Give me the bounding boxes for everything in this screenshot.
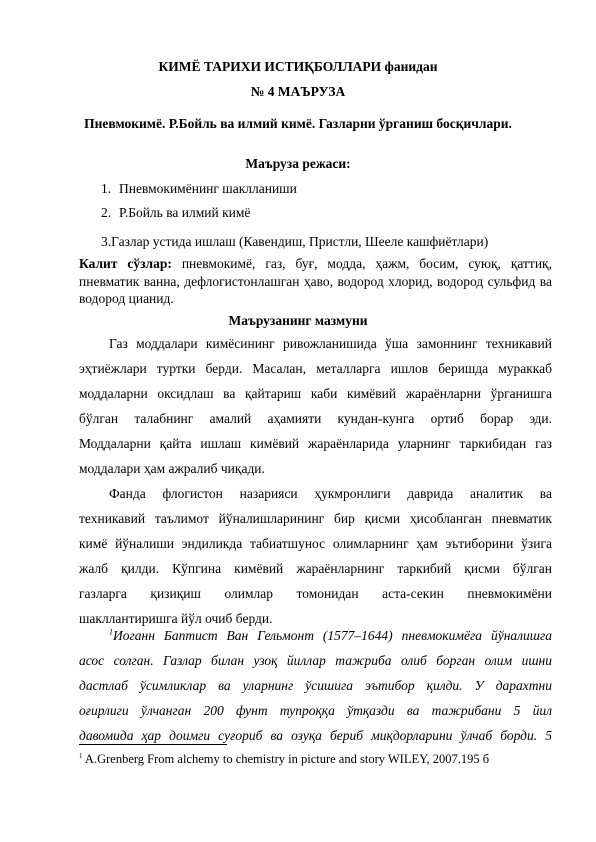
keywords-text: пневмокимё, газ, буғ, модда, ҳажм, босим, суюқ, қаттиқ, пневматик ванна, дефлогистонлашган ҳаво, водород хлорид, водород сульфид ва водород цианид.: [79, 256, 552, 306]
content-title: Маърузанинг мазмуни: [228, 313, 368, 328]
text-line: шакллантиришга йўл очиб берди.: [79, 611, 273, 626]
plan-item: [101, 181, 297, 197]
footnote-reference: 1: [109, 627, 113, 637]
plan-item-number: 2.: [101, 205, 112, 220]
plan-title: Маъруза режаси:: [245, 156, 351, 171]
text-line: Моддаларни қайта ишлаш кимёвий жараёнларида уларнинг таркибидан газ: [79, 436, 552, 451]
footnote-text: A.Grenberg From alchemy to chemistry in picture and story WILEY, 2007.195 б: [82, 752, 490, 766]
plan-item-text: Р.Бойль ва илмий кимё: [119, 205, 251, 220]
text-line: [109, 628, 552, 648]
text-line: давомида ҳар доимги суғориб ва озуқа бериб миқдорларини ўлчаб борди. 5: [79, 728, 552, 743]
text-line: Фанда флогистон назарияси ҳукмронлиги даврида аналитик ва: [109, 486, 552, 501]
keywords-paragraph: [79, 255, 552, 308]
lecture-number: № 4 МАЪРУЗА: [250, 84, 346, 99]
text-line: бўлган талабнинг амалий аҳамияти кундан-кунга ортиб борар эди.: [79, 411, 552, 426]
plan-item-text: Пневмокимёнинг шаклланиши: [119, 181, 297, 196]
keywords-label: Калит сўзлар:: [79, 256, 172, 271]
plan-item: [101, 234, 488, 250]
text-line: дастлаб ўсимликлар ва уларнинг ўсишига эътибор қилди. У дарахтни: [79, 678, 552, 693]
text-line: моддаларни оксидлаш ва қайтариш каби кимёвий жараёнларни ўрганишга: [79, 386, 552, 401]
text-line: Газ моддалари кимёсининг ривожланишида ўша замоннинг техникавий: [109, 336, 552, 351]
footnote-marker: 1: [79, 751, 83, 760]
text-line: асос солган. Газлар билан узоқ йиллар тажриба олиб борган олим ишни: [79, 653, 552, 668]
text-line: моддалари ҳам ажралиб чиқади.: [79, 461, 265, 476]
lecture-topic: Пневмокимё. Р.Бойль ва илмий кимё. Газларни ўрганиш босқичлари.: [84, 116, 512, 131]
text-line: кимё йўналиши эндиликда табиатшунос олимларнинг ҳам эътиборини ўзига: [79, 536, 552, 551]
text-line: жалб қилди. Кўпгина кимёвий жараёнларнинг таркибий қисми бўлган: [79, 561, 552, 576]
text-line: газларга қизиқиш олимлар томонидан аста-секин пневмокимёни: [79, 586, 552, 601]
footnote: [79, 752, 489, 767]
plan-item-text: 3.Газлар устида ишлаш (Кавендиш, Пристли, Шееле кашфиётлари): [101, 234, 489, 249]
course-title: КИМЁ ТАРИХИ ИСТИҚБОЛЛАРИ фанидан: [158, 59, 438, 74]
text-line: оғирлиги ўлчанган 200 фунт тупроққа ўтқазди ва тажрибани 5 йил: [79, 703, 552, 718]
plan-item: [101, 205, 250, 221]
text-line: техникавий таълимот йўналишларининг бир қисми ҳисобланган пневматик: [79, 511, 552, 526]
text-line: эҳтиёжлари туртки берди. Масалан, металларга ишлов беришда мураккаб: [79, 361, 552, 376]
footnote-divider: [79, 744, 227, 745]
text-line-content: Иоганн Баптист Ван Гельмонт (1577–1644) пневмокимёга йўналишга: [113, 628, 552, 643]
plan-item-number: 1.: [101, 181, 112, 196]
